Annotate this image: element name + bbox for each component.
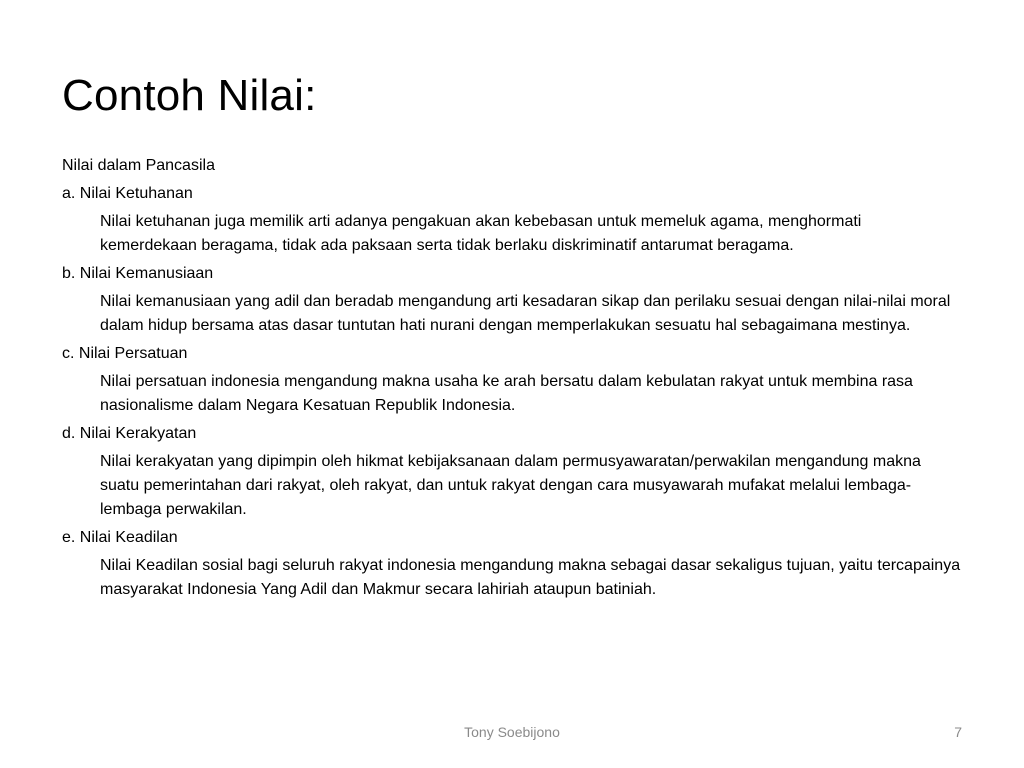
slide-title: Contoh Nilai: <box>62 71 317 120</box>
item-text-kerakyatan: Nilai kerakyatan yang dipimpin oleh hikmat kebijaksanaan dalam permusyawaratan/perwakilan mengandung makna suatu pemerintahan dari rakyat, oleh rakyat, dan untuk rakyat dengan cara musyawarah mufakat melalui lembaga-lembaga perwakilan. <box>100 453 921 518</box>
footer-page-number: 7 <box>954 724 962 740</box>
item-text-persatuan: Nilai persatuan indonesia mengandung makna usaha ke arah bersatu dalam kebulatan rakyat untuk membina rasa nasionalisme dalam Negara Kesatuan Republik Indonesia. <box>100 373 913 414</box>
item-heading-persatuan: c. Nilai Persatuan <box>62 345 188 362</box>
item-heading-kemanusiaan: b. Nilai Kemanusiaan <box>62 265 214 282</box>
item-text-ketuhanan: Nilai ketuhanan juga memilik arti adanya pengakuan akan kebebasan untuk memeluk agama, menghormati kemerdekaan beragama, tidak ada paksaan serta tidak berlaku diskriminatif antarumat beragama. <box>100 213 862 254</box>
item-heading-kerakyatan: d. Nilai Kerakyatan <box>62 425 197 442</box>
item-text-keadilan: Nilai Keadilan sosial bagi seluruh rakyat indonesia mengandung makna sebagai dasar sekaligus tujuan, yaitu tercapainya masyarakat Indonesia Yang Adil dan Makmur secara lahiriah ataupun batiniah. <box>100 557 961 598</box>
slide-content <box>62 150 962 602</box>
footer-author: Tony Soebijono <box>464 724 560 740</box>
item-text-kemanusiaan: Nilai kemanusiaan yang adil dan beradab mengandung arti kesadaran sikap dan perilaku sesuai dengan nilai-nilai moral dalam hidup bersama atas dasar tuntutan hati nurani dengan memperlakukan sesuatu hal sebagaimana mestinya. <box>100 293 951 334</box>
item-heading-keadilan: e. Nilai Keadilan <box>62 529 178 546</box>
intro-text: Nilai dalam Pancasila <box>62 157 215 174</box>
item-heading-ketuhanan: a. Nilai Ketuhanan <box>62 185 193 202</box>
